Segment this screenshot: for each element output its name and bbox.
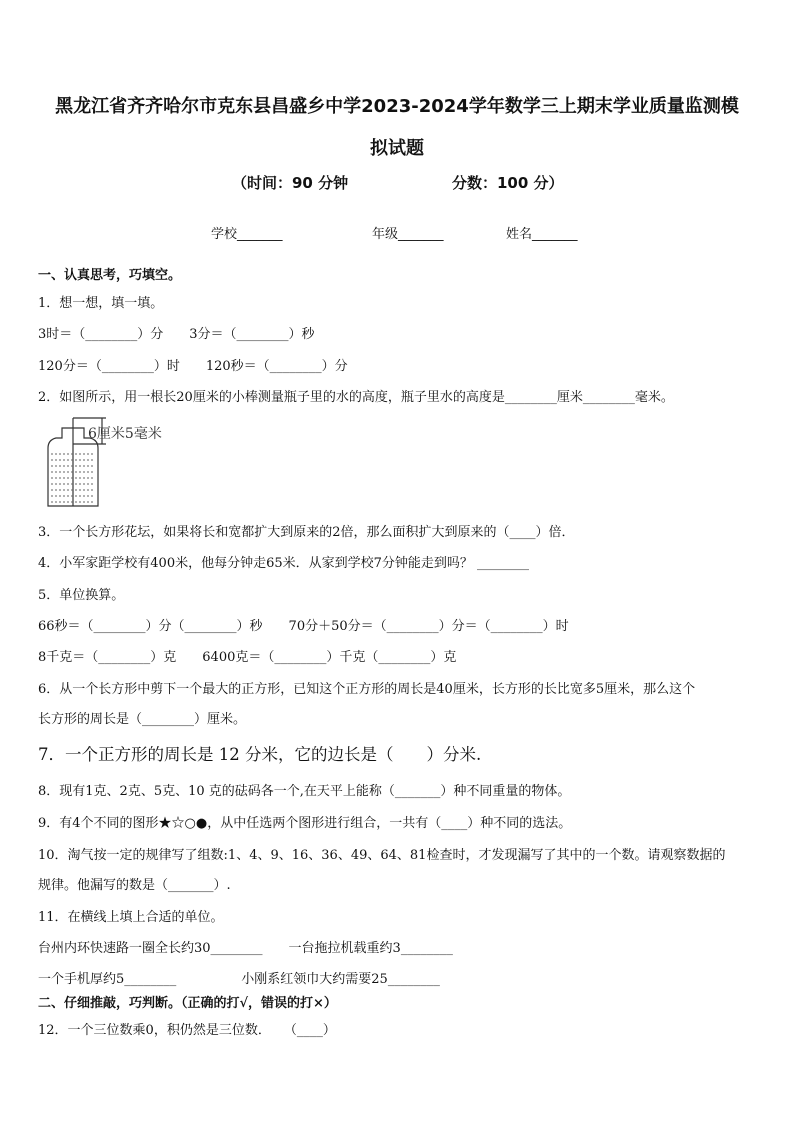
question-5-row-2: 8千克＝（________）克 6400克＝（________）千克（________）克 — [38, 650, 457, 665]
question-1-row-2: 120分＝（________）时 120秒＝（________）分 — [38, 359, 348, 374]
question-5-row-1: 66秒＝（________）分（________）秒 70分＋50分＝（________）分＝（________）时 — [38, 619, 569, 634]
question-11-row-2: 一个手机厚约5________ 小刚系红领巾大约需要25________ — [38, 972, 440, 987]
question-2: 2．如图所示，用一根长20厘米的小棒测量瓶子里的水的高度，瓶子里水的高度是________厘米________毫米。 — [38, 390, 674, 405]
grade-field: 年级_______ — [372, 227, 444, 242]
exam-score: 分数：100 分） — [452, 174, 564, 192]
question-5: 5．单位换算。 — [38, 588, 125, 603]
question-4: 4．小军家距学校有400米，他每分钟走65米．从家到学校7分钟能走到吗？ ________ — [38, 556, 530, 571]
question-6: 6．从一个长方形中剪下一个最大的正方形，已知这个正方形的周长是40厘米，长方形的长比宽多5厘米，那么这个 — [38, 682, 696, 697]
question-12: 12．一个三位数乘0，积仍然是三位数． （____） — [38, 1023, 336, 1038]
bottle-measurement-figure — [38, 414, 188, 510]
exam-time: （时间：90 分钟 — [232, 174, 349, 192]
question-6-continued: 长方形的周长是（________）厘米。 — [38, 712, 247, 727]
school-field: 学校_______ — [211, 227, 283, 242]
title-line-1: 黑龙江省齐齐哈尔市克东县昌盛乡中学2023-2024学年数学三上期末学业质量监测模 — [55, 96, 739, 117]
title-line-2: 拟试题 — [370, 138, 424, 159]
question-8: 8．现有1克、2克、5克、10 克的砝码各一个,在天平上能称（_______）种不同重量的物体。 — [38, 784, 571, 799]
question-3: 3．一个长方形花坛，如果将长和宽都扩大到原来的2倍，那么面积扩大到原来的（____）倍． — [38, 525, 575, 540]
question-9: 9．有4个不同的图形★☆○●，从中任选两个图形进行组合，一共有（____）种不同的选法。 — [38, 816, 572, 831]
figure-label: 6厘米5毫米 — [88, 426, 162, 442]
section-1-heading: 一、认真思考，巧填空。 — [38, 268, 182, 283]
question-1: 1．想一想，填一填。 — [38, 296, 164, 311]
question-11: 11．在横线上填上合适的单位。 — [38, 910, 224, 925]
question-1-row-1: 3时＝（________）分 3分＝（________）秒 — [38, 327, 315, 342]
question-10-continued: 规律。他漏写的数是（_______）. — [38, 878, 231, 893]
section-2-heading: 二、仔细推敲，巧判断。（正确的打√，错误的打×） — [38, 996, 337, 1011]
question-11-row-1: 台州内环快速路一圈全长约30________ 一台拖拉机载重约3________ — [38, 941, 453, 956]
name-field: 姓名_______ — [506, 227, 578, 242]
question-10: 10．淘气按一定的规律写了组数:1、4、9、16、36、49、64、81检查时，才发现漏写了其中的一个数。请观察数据的 — [38, 848, 726, 863]
question-7: 7．一个正方形的周长是 12 分米，它的边长是（ ）分米. — [38, 745, 482, 764]
exam-title — [30, 86, 764, 170]
